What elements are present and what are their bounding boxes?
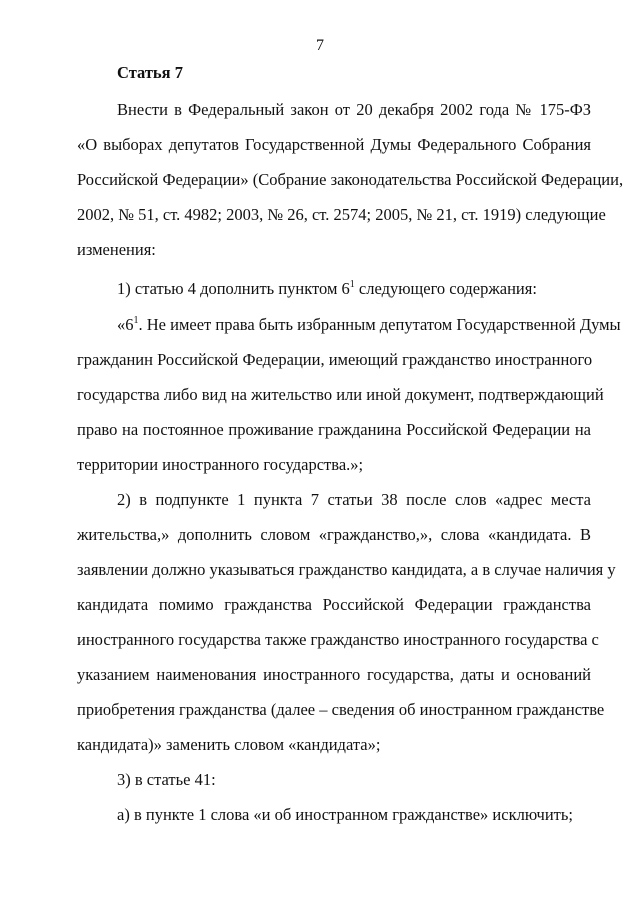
list-item-line: 2) в подпункте 1 пункта 7 статьи 38 после слов «адрес места (117, 490, 591, 509)
paragraph-line: кандидата)» заменить словом «кандидата»; (77, 735, 381, 754)
paragraph-line: право на постоянное проживание гражданина Российской Федерации на (77, 420, 591, 439)
text-span: 1) статью 4 дополнить пунктом 6 (117, 279, 350, 298)
text-span: следующего содержания: (354, 279, 537, 298)
article-title: Статья 7 (117, 63, 183, 82)
paragraph-line: гражданин Российской Федерации, имеющий гражданство иностранного (77, 350, 593, 369)
paragraph-line: Российской Федерации» (Собрание законодательства Российской Федерации, (77, 170, 624, 189)
paragraph-line: Внести в Федеральный закон от 20 декабря 2002 года № 175-ФЗ (117, 100, 591, 119)
paragraph-line: жительства,» дополнить словом «гражданство,», слова «кандидата. В (77, 525, 591, 544)
list-item-line: а) в пункте 1 слова «и об иностранном гражданстве» исключить; (117, 805, 573, 824)
text-span: «6 (117, 315, 134, 334)
paragraph-line: территории иностранного государства.»; (77, 455, 364, 474)
paragraph-line: иностранного государства также гражданство иностранного государства с (77, 630, 599, 649)
paragraph-line: 2002, № 51, ст. 4982; 2003, № 26, ст. 2574; 2005, № 21, ст. 1919) следующие (77, 205, 606, 224)
paragraph-line: заявлении должно указываться гражданство кандидата, а в случае наличия у (77, 560, 616, 579)
list-item-line: 3) в статье 41: (117, 770, 216, 789)
paragraph-line: указанием наименования иностранного государства, даты и оснований (77, 665, 591, 684)
page-number: 7 (316, 37, 324, 54)
superscript: 1 (133, 315, 139, 326)
paragraph-line: изменения: (77, 240, 156, 259)
text-span: . Не имеет права быть избранным депутатом Государственной Думы (138, 315, 621, 334)
paragraph-line: приобретения гражданства (далее – сведения об иностранном гражданстве (77, 700, 605, 719)
paragraph-line: кандидата помимо гражданства Российской Федерации гражданства (77, 595, 591, 614)
list-item-line (117, 279, 537, 299)
paragraph-line: «О выборах депутатов Государственной Думы Федерального Собрания (77, 135, 591, 154)
superscript: 1 (349, 279, 355, 290)
quote-line (117, 315, 621, 335)
paragraph-line: государства либо вид на жительство или иной документ, подтверждающий (77, 385, 604, 404)
